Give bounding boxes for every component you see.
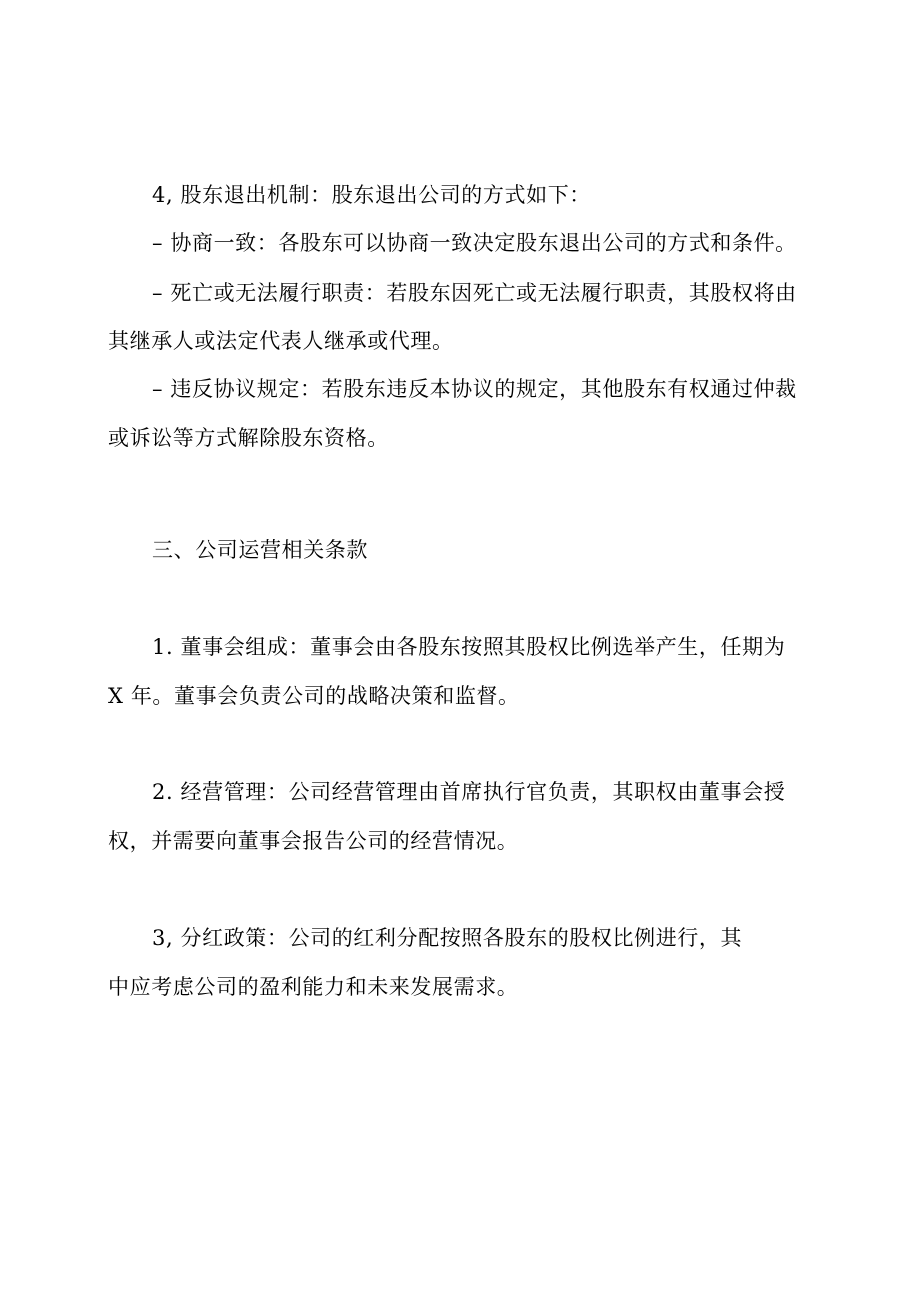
dividend-policy-line2: 中应考虑公司的盈利能力和未来发展需求。 <box>108 975 519 999</box>
board-composition-line1: 1. 董事会组成：董事会由各股东按照其股权比例选举产生，任期为 <box>152 635 786 659</box>
management-line2: 权，并需要向董事会报告公司的经营情况。 <box>108 829 519 853</box>
section3-title: 三、公司运营相关条款 <box>152 538 368 562</box>
exit-bullet-negotiation: – 协商一致：各股东可以协商一致决定股东退出公司的方式和条件。 <box>152 231 797 255</box>
management-line1: 2. 经营管理：公司经营管理由首席执行官负责，其职权由董事会授 <box>152 780 786 804</box>
exit-bullet-death-line1: – 死亡或无法履行职责：若股东因死亡或无法履行职责，其股权将由 <box>152 281 797 305</box>
dividend-policy-line1: 3, 分红政策：公司的红利分配按照各股东的股权比例进行，其 <box>152 926 743 950</box>
board-composition-line2: X 年。董事会负责公司的战略决策和监督。 <box>108 684 520 708</box>
exit-bullet-breach-line1: – 违反协议规定：若股东违反本协议的规定，其他股东有权通过仲裁 <box>152 377 797 401</box>
exit-bullet-breach-line2: 或诉讼等方式解除股东资格。 <box>108 426 389 450</box>
item4-heading: 4, 股东退出机制：股东退出公司的方式如下： <box>152 183 591 207</box>
exit-bullet-death-line2: 其继承人或法定代表人继承或代理。 <box>108 329 454 353</box>
